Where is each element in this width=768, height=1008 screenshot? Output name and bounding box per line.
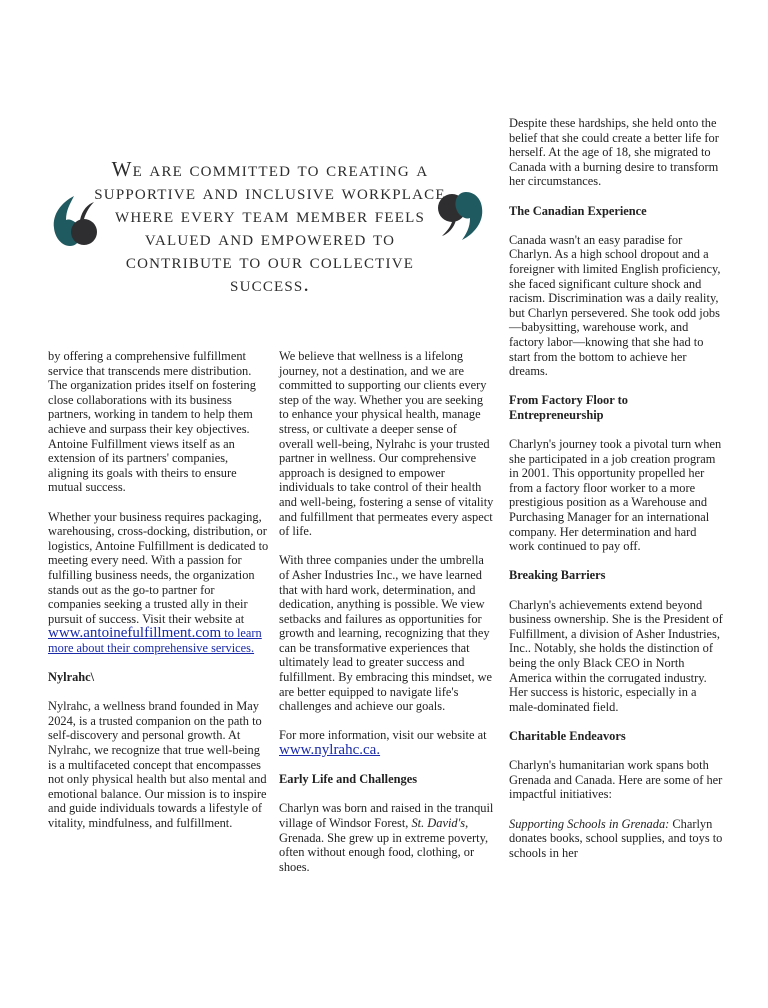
italic-lead: Supporting Schools in Grenada: (509, 816, 670, 831)
paragraph: Charlyn's achievements extend beyond business ownership. She is the President of Fulfillment, a division of Asher Industries, Inc.. Notably, she holds the distinction of being the only Black CEO in North America within the corrugated industry. Her success is historic, especially in a male-dominated field. (509, 597, 723, 714)
section-heading: Breaking Barriers (509, 568, 606, 583)
paragraph: With three companies under the umbrella of Asher Industries Inc., we have learned that with hard work, determination, and dedication, anything is possible. We view setbacks and failures as opportunities for growth and learning, recognizing that they can be transformative experiences that ultimately lead to greater success and fulfillment. By embracing this mindset, we are better equipped to navigate life's challenges and achieve our goals. (279, 553, 493, 714)
paragraph: by offering a comprehensive fulfillment service that transcends mere distribution. The organization prides itself on fostering close collaborations with its business partners, working in tandem to help them achieve and surpass their key objectives. Antoine Fulfillment views itself as an extension of its partners' companies, aligning its goals with theirs to ensure mutual success. (48, 349, 256, 495)
column-right (509, 116, 723, 875)
paragraph: Nylrahc, a wellness brand founded in May 2024, is a trusted companion on the path to self-discovery and personal growth. At Nylrahc, we recognize that true well-being is a multifaceted concept that encompasses not only physical health but also mental and emotional balance. Our mission is to inspire and guide individuals towards a lifestyle of vitality, mindfulness, and fulfillment. (48, 699, 267, 830)
paragraph: Despite these hardships, she held onto the belief that she could create a better life for herself. At the age of 18, she migrated to Canada with a burning desire to transform her circumstances. (509, 116, 719, 189)
paragraph-text: Charlyn donates books, school supplies, and toys to schools in her (509, 816, 723, 860)
italic-place: St. David's (411, 816, 466, 830)
antoine-link-tail[interactable]: to learn more about their comprehensive services. (48, 626, 262, 655)
paragraph (279, 801, 494, 874)
paragraph: Canada wasn't an easy paradise for Charlyn. As a high school dropout and a foreigner with limited English proficiency, she faced significant culture shock and racism. Discrimination was a daily reality, but Charlyn persevered. She took odd jobs—babysitting, warehouse work, and factory labor—knowing that she had to start from the bottom to achieve her dreams. (509, 232, 721, 379)
section-heading: Nylrahc\ (48, 670, 95, 685)
paragraph-text: For more information, visit our website at (279, 728, 487, 743)
quote-text: We are committed to creating a supportive and inclusive workplace where every team member feels valued and empowered to contribute to our collective success. (94, 157, 446, 296)
paragraph: We believe that wellness is a lifelong journey, not a destination, and we are committed to supporting our clients every step of the way. Whether you are seeking to enhance your physical health, manage stress, or cultivate a deeper sense of overall well-being, Nylrahc is your trusted partner in wellness. Our comprehensive approach is designed to empower individuals to take control of their health and well-being, fostering a sense of vitality and fulfillment that permeates every aspect of life. (279, 349, 494, 539)
paragraph: Charlyn's humanitarian work spans both Grenada and Canada. Here are some of her impactful initiatives: (509, 758, 723, 802)
paragraph-text: Whether your business requires packaging, warehousing, cross-docking, distribution, or logistics, Antoine Fulfillment is dedicated to meeting every need. With a passion for fulfilling business needs, the organization stands out as the go-to partner for companies seeking a trusted ally in their pursuit of success. Visit their website at (48, 509, 269, 626)
nylrahc-website-link[interactable]: www.nylrahc.ca. (279, 742, 381, 759)
column-left (48, 349, 270, 845)
paragraph (48, 510, 270, 656)
pull-quote (40, 120, 500, 320)
section-heading: Early Life and Challenges (279, 772, 418, 787)
paragraph (509, 817, 723, 861)
section-heading: From Factory Floor to Entrepreneurship (509, 393, 628, 422)
paragraph (279, 728, 494, 757)
antoine-website-link[interactable]: www.antoinefulfillment.com (48, 625, 222, 642)
paragraph-text: Charlyn was born and raised in the tranquil village of Windsor Forest, (279, 801, 494, 830)
paragraph: Charlyn's journey took a pivotal turn when she participated in a job creation program in 2001. This opportunity propelled her from a factory floor worker to a more prestigious position as a Warehouse and Purchasing Manager for an international company. Her determination and hard work continued to pay off. (509, 437, 722, 554)
section-heading: The Canadian Experience (509, 203, 647, 218)
paragraph-text: , Grenada. She grew up in extreme poverty, often without enough food, clothing, or shoes. (279, 816, 489, 874)
column-middle (279, 349, 494, 889)
section-heading: Charitable Endeavors (509, 728, 626, 743)
